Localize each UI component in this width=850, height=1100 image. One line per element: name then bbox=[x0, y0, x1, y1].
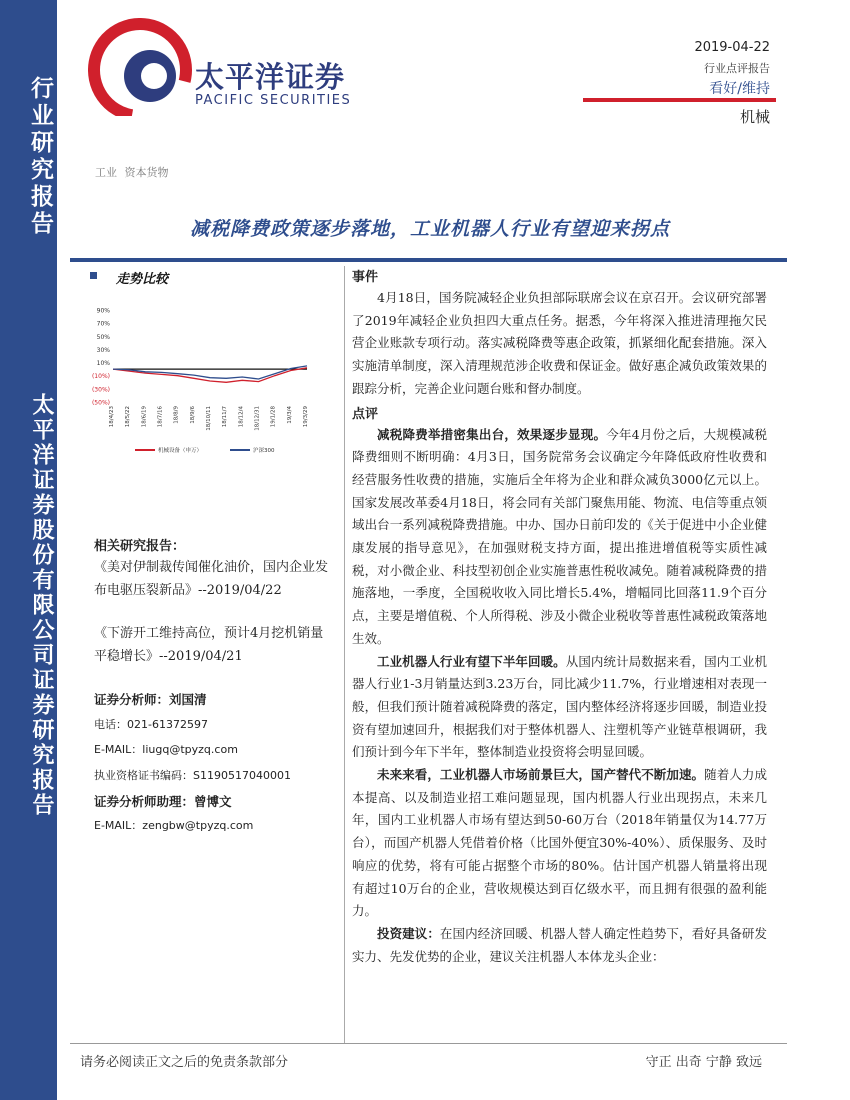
logo-en-text: PACIFIC SECURITIES bbox=[195, 93, 352, 108]
breadcrumb: 工业 资本货物 bbox=[95, 166, 169, 179]
x-tick-label: 19/3/4 bbox=[286, 406, 293, 424]
analyst-email[interactable]: E-MAIL：liugq@tpyzq.com bbox=[94, 743, 238, 756]
event-paragraph: 4月18日，国务院减轻企业负担部际联席会议在京召开。会议研究部署了2019年减轻企业负担四大重点任务。据悉，今年将深入推进清理拖欠民营企业账款专项行动。落实减税降费等惠企政策，抓紧细化配套措施。深入实施清单制度，深入清理规范涉企收费和保证金。做好惠企减负政策效果的跟踪分析，完善企业问题台账和督办制度。 bbox=[352, 290, 767, 396]
report-date: 2019-04-22 bbox=[694, 40, 770, 55]
column-divider bbox=[344, 266, 345, 1044]
footer-rule bbox=[70, 1043, 787, 1044]
x-tick-label: 19/3/29 bbox=[303, 406, 309, 428]
para-text: 在国内经济回暖、机器人替人确定性趋势下，看好具备研发实力、先发优势的企业，建议关注机器人本体龙头企业： bbox=[352, 925, 767, 964]
sidebar-company: 太平洋证券股份有限公司证券研究报告 bbox=[29, 392, 54, 818]
y-tick-label: 10% bbox=[96, 360, 110, 368]
review-paragraph-3 bbox=[352, 764, 767, 923]
para-lead: 减税降费举措密集出台，效果逐步显现。 bbox=[377, 426, 607, 442]
title-rule bbox=[70, 258, 787, 262]
sector: 机械 bbox=[739, 108, 770, 126]
para-lead: 未来来看，工业机器人市场前景巨大，国产替代不断加速。 bbox=[377, 767, 705, 783]
x-tick-label: 18/4/23 bbox=[109, 406, 115, 428]
y-tick-label: (10%) bbox=[91, 373, 110, 381]
analyst-name: 证券分析师：刘国清 bbox=[94, 692, 207, 707]
x-tick-label: 18/10/11 bbox=[206, 406, 212, 431]
series-line bbox=[113, 368, 307, 383]
y-tick-label: 70% bbox=[96, 320, 110, 328]
trend-chart bbox=[85, 302, 313, 462]
header-red-rule bbox=[583, 98, 776, 102]
y-tick-label: 90% bbox=[96, 307, 110, 315]
para-text: 从国内统计局数据来看，国内工业机器人行业1-3月销量达到3.23万台，同比减少11.7%，行业增速相对表现一般，但我们预计随着减税降费的落定，国内整体经济将逐步回暖，制造业投资有望加速回升，根据我们对于整体机器人、注塑机等产业链草根调研，我们预计到今年下半年，整体制造业投资将会明显回暖。 bbox=[352, 653, 767, 760]
analyst-phone: 电话：021-61372597 bbox=[94, 718, 208, 731]
x-tick-label: 18/11/7 bbox=[222, 406, 229, 428]
report-type: 行业点评报告 bbox=[704, 62, 770, 75]
trend-heading: 走势比较 bbox=[116, 272, 169, 287]
event-heading: 事件 bbox=[352, 270, 379, 285]
analyst-license: 执业资格证书编码：S1190517040001 bbox=[94, 769, 291, 782]
y-tick-label: 30% bbox=[96, 346, 110, 354]
bullet-square-icon bbox=[90, 272, 97, 279]
x-tick-label: 18/7/16 bbox=[157, 406, 164, 428]
footer-motto: 守正 出奇 宁静 致远 bbox=[645, 1055, 762, 1070]
para-lead: 投资建议： bbox=[377, 925, 440, 941]
footer-disclaimer[interactable]: 请务必阅读正文之后的免责条款部分 bbox=[80, 1055, 289, 1070]
review-paragraph-1 bbox=[352, 424, 767, 651]
main-body bbox=[352, 266, 767, 968]
logo-cn-text: 太平洋证券 bbox=[195, 60, 346, 94]
y-tick-label: 50% bbox=[96, 333, 110, 341]
x-tick-label: 19/1/28 bbox=[270, 406, 277, 428]
investment-paragraph bbox=[352, 923, 767, 968]
y-tick-label: (50%) bbox=[91, 399, 110, 407]
x-tick-label: 18/5/22 bbox=[125, 406, 132, 428]
x-tick-label: 18/6/19 bbox=[141, 406, 148, 428]
para-text: 随着人力成本提高、以及制造业招工难问题显现，国内机器人行业出现拐点，未来几年，国内工业机器人市场有望达到50-60万台（2018年销量仅为14.77万台），而国产机器人凭借着价格（比国外便宜30%-40%）、质保服务、及时响应的优势，将有可能占据整个市场的80%。估计国产机器人销量将出现有超过10万台的企业，营收规模达到百亿级水平，而且拥有很强的盈利能力。 bbox=[352, 767, 767, 919]
review-heading: 点评 bbox=[352, 406, 379, 422]
x-tick-label: 18/8/9 bbox=[173, 406, 180, 424]
related-heading: 相关研究报告： bbox=[94, 539, 186, 554]
assistant-email[interactable]: E-MAIL：zengbw@tpyzq.com bbox=[94, 819, 254, 832]
y-tick-label: (30%) bbox=[91, 386, 110, 394]
x-tick-label: 18/9/6 bbox=[189, 406, 196, 424]
related-report-link[interactable]: 《下游开工维持高位，预计4月挖机销量平稳增长》--2019/04/21 bbox=[94, 626, 324, 664]
x-tick-label: 18/12/31 bbox=[254, 406, 261, 431]
x-tick-label: 18/12/4 bbox=[238, 406, 245, 428]
sidebar-report-type: 行业研究报告 bbox=[27, 76, 53, 238]
para-lead: 工业机器人行业有望下半年回暖。 bbox=[377, 653, 566, 669]
legend-label: 机械设备（申万） bbox=[158, 448, 203, 454]
review-paragraph-2 bbox=[352, 651, 767, 765]
related-report-link[interactable]: 《美对伊制裁传闻催化油价，国内企业发布电驱压裂新品》--2019/04/22 bbox=[94, 560, 329, 598]
assistant-name: 证券分析师助理：曾博文 bbox=[94, 794, 232, 809]
para-text: 今年4月份之后，大规模减税降费细则不断明确：4月3日，国务院常务会议确定今年降低政府性收费和经营服务性收费的措施，实施后全年将为企业和群众减负3000亿元以上。国家发展改革委4月18日，将会同有关部门聚焦用能、物流、电信等重点领域出台一系列减税降费措施。中办、国办日前印发的《关于促进中小企业健康发展的指导意见》，在加强财税支持方面，提出推进增值税等实质性减税，对小微企业、科技型初创企业实施普惠性税收减免。随着减税降费的措施落地，一季度，全国税收收入同比增长5.4%，增幅同比回落11.9个百分点，主要是增值税、个人所得税、涉及小微企业税收等普惠性减税政策落地生效。 bbox=[352, 426, 767, 646]
rating: 看好/维持 bbox=[709, 81, 770, 97]
page-title: 减税降费政策逐步落地，工业机器人行业有望迎来拐点 bbox=[189, 218, 670, 240]
legend-label: 沪深300 bbox=[253, 448, 275, 454]
